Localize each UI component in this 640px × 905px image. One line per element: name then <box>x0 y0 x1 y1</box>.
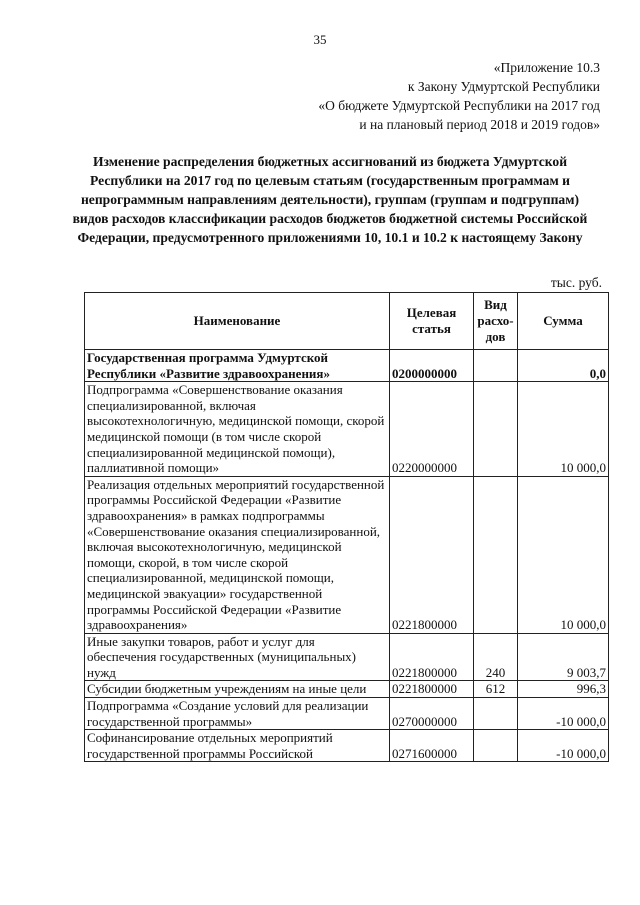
header-kind: Вид расхо-дов <box>474 293 518 350</box>
table-row <box>85 382 609 477</box>
row-kind <box>474 698 518 730</box>
appendix-line-2: к Закону Удмуртской Республики <box>407 79 600 94</box>
row-name: Государственная программа Удмуртской Республики «Развитие здравоохранения» <box>85 350 390 382</box>
appendix-line-4: и на плановый период 2018 и 2019 годов» <box>359 117 600 132</box>
budget-table <box>84 292 609 762</box>
row-code: 0220000000 <box>390 382 474 477</box>
row-name: Субсидии бюджетным учреждениям на иные цели <box>85 681 390 698</box>
row-name: Софинансирование отдельных мероприятий государственной программы Российской <box>85 730 390 762</box>
row-code: 0221800000 <box>390 633 474 681</box>
appendix-line-1: «Приложение 10.3 <box>493 60 600 75</box>
header-code: Целевая статья <box>390 293 474 350</box>
row-code: 0221800000 <box>390 476 474 633</box>
table-row <box>85 730 609 762</box>
table-row <box>85 698 609 730</box>
row-amount: 10 000,0 <box>518 476 609 633</box>
row-amount: 996,3 <box>518 681 609 698</box>
row-amount: 10 000,0 <box>518 382 609 477</box>
row-amount: 0,0 <box>518 350 609 382</box>
table-row <box>85 633 609 681</box>
row-code: 0221800000 <box>390 681 474 698</box>
page-number: 35 <box>313 32 327 47</box>
row-code: 0270000000 <box>390 698 474 730</box>
row-amount: -10 000,0 <box>518 730 609 762</box>
table-row <box>85 350 609 382</box>
appendix-reference <box>318 58 600 134</box>
header-name: Наименование <box>85 293 390 350</box>
row-kind <box>474 476 518 633</box>
row-name: Подпрограмма «Совершенствование оказания специализированной, включая высокотехнологичную, медицинской помощи, скорой медицинской помощи (в том числе скорой специализированной медицинской помощи), паллиативной помощи» <box>85 382 390 477</box>
header-amount: Сумма <box>518 293 609 350</box>
document-title: Изменение распределения бюджетных ассигнований из бюджета Удмуртской Республики на 2017 год по целевым статьям (государственным программам и непрограммным направлениям деятельности), группам (группам и подгруппам) видов расходов классификации расходов бюджетов бюджетной системы Российской Федерации, предусмотренного приложениями 10, 10.1 и 10.2 к настоящему Закону <box>72 154 588 245</box>
table-row <box>85 476 609 633</box>
table-row <box>85 681 609 698</box>
row-amount: 9 003,7 <box>518 633 609 681</box>
row-kind: 240 <box>474 633 518 681</box>
row-kind <box>474 350 518 382</box>
row-name: Иные закупки товаров, работ и услуг для обеспечения государственных (муниципальных) нужд <box>85 633 390 681</box>
row-code: 0200000000 <box>390 350 474 382</box>
appendix-line-3: «О бюджете Удмуртской Республики на 2017 год <box>318 98 600 113</box>
row-amount: -10 000,0 <box>518 698 609 730</box>
row-name: Реализация отдельных мероприятий государственной программы Российской Федерации «Развитие здравоохранения» в рамках подпрограммы «Совершенствование оказания специализированной, включая высокотехнологичную, медицинской помощи, скорой, в том числе скорой специализированной, медицинской помощи, медицинской эвакуации» государственной программы Российской Федерации «Развитие здравоохранения» <box>85 476 390 633</box>
row-kind <box>474 730 518 762</box>
row-kind: 612 <box>474 681 518 698</box>
row-name: Подпрограмма «Создание условий для реализации государственной программы» <box>85 698 390 730</box>
table-header-row <box>85 293 609 350</box>
row-kind <box>474 382 518 477</box>
units-label: тыс. руб. <box>550 275 602 290</box>
row-code: 0271600000 <box>390 730 474 762</box>
